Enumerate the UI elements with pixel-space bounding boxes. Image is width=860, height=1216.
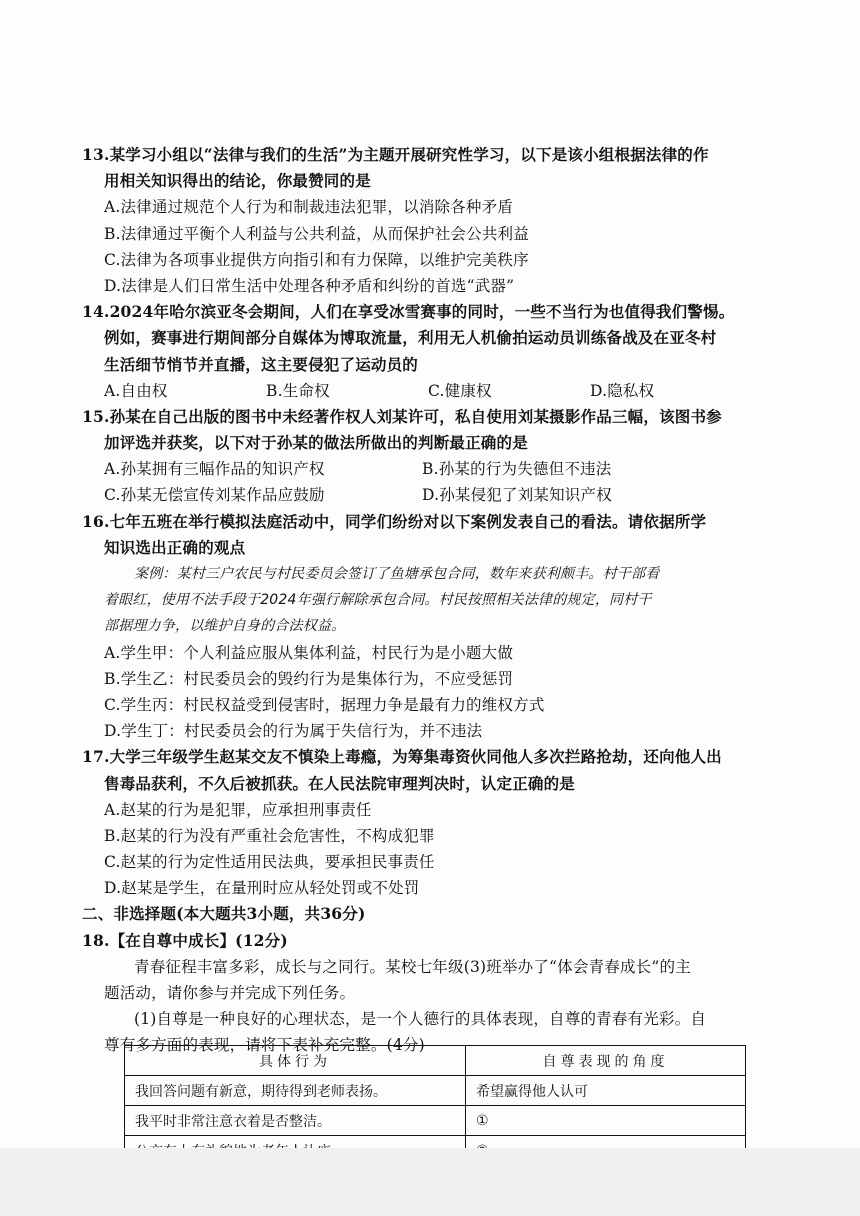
question-18-intro-cont: 题活动，请你参与并完成下列任务。 [104, 984, 356, 1002]
scan-bottom-margin [0, 1148, 860, 1216]
question-14-option-b: B.生命权 [266, 381, 330, 400]
question-15-option-c: C.孙某无偿宣传刘某作品应鼓励 [104, 486, 325, 505]
question-15-options-row2 [82, 482, 782, 508]
table-cell-behavior: 我平时非常注意衣着是否整洁。 [125, 1106, 466, 1136]
question-16-option-d: D.学生丁：村民委员会的行为属于失信行为，并不违法 [104, 722, 483, 741]
question-14-options [82, 378, 782, 404]
case-text: 着眼红，使用不法手段于2024年强行解除承包合同。村民按照相关法律的规定，同村干 [104, 592, 652, 609]
question-16-stem: 16.七年五班在举行模拟法庭活动中，同学们纷纷对以下案例发表自己的看法。请依据所学 [82, 511, 707, 531]
question-15-stem-cont: 加评选并获奖，以下对于孙某的做法所做出的判断最正确的是 [104, 433, 528, 453]
question-18-task-1: (1)自尊是一种良好的心理状态，是一个人德行的具体表现，自尊的青春有光彩。自 [134, 1010, 707, 1029]
question-14-option-c: C.健康权 [428, 381, 492, 400]
question-13-option-d: D.法律是人们日常生活中处理各种矛盾和纠纷的首选“武器” [104, 276, 515, 295]
question-14-stem-cont: 例如，赛事进行期间部分自媒体为博取流量，利用无人机偷拍运动员训练备战及在亚冬村 [104, 328, 717, 348]
question-14-stem-cont: 生活细节悄节并直播，这主要侵犯了运动员的 [104, 354, 419, 374]
question-16-stem-cont: 知识选出正确的观点 [104, 537, 246, 557]
question-17-option-c: C.赵某的行为定性适用民法典，要承担民事责任 [104, 853, 435, 872]
case-text: 部据理力争，以维护自身的合法权益。 [104, 618, 346, 635]
question-17-option-b: B.赵某的行为没有严重社会危害性，不构成犯罪 [104, 826, 435, 845]
table-row [125, 1106, 746, 1136]
question-16-option-c: C.学生丙：村民权益受到侵害时，据理力争是最有力的维权方式 [104, 695, 545, 714]
case-text: 案例：某村三户农民与村民委员会签订了鱼塘承包合同，数年来获利颇丰。村干部看 [134, 566, 660, 582]
question-18-intro: 青春征程丰富多彩，成长与之同行。某校七年级(3)班举办了“体会青春成长”的主 [134, 957, 691, 976]
table-cell-blank-1[interactable]: ① [466, 1106, 746, 1136]
question-15-option-a: A.孙某拥有三幅作品的知识产权 [104, 460, 325, 479]
table-row [125, 1076, 746, 1106]
question-16-option-b: B.学生乙：村民委员会的毁约行为是集体行为，不应受惩罚 [104, 669, 514, 688]
question-15-options-row1 [82, 456, 782, 482]
question-18-task-1-cont: 尊有多方面的表现，请将下表补充完整。(4分) [104, 1036, 425, 1055]
question-13-option-a: A.法律通过规范个人行为和制裁违法犯罪，以消除各种矛盾 [104, 198, 514, 217]
question-content [82, 142, 782, 1059]
column-header-behavior: 具体行为 [125, 1046, 466, 1076]
question-14-stem: 14.2024年哈尔滨亚冬会期间，人们在享受冰雪赛事的同时，一些不当行为也值得我们警惕。 [82, 302, 735, 322]
question-13-stem: 13.某学习小组以“法律与我们的生活”为主题开展研究性学习，以下是该小组根据法律的作 [82, 145, 709, 164]
column-header-aspect: 自尊表现的角度 [466, 1046, 746, 1076]
table-cell-behavior: 我回答问题有新意，期待得到老师表扬。 [125, 1076, 466, 1106]
question-17-option-a: A.赵某的行为是犯罪，应承担刑事责任 [104, 800, 372, 819]
question-18-title: 18.【在自尊中成长】(12分) [82, 930, 288, 950]
question-16-option-a: A.学生甲：个人利益应服从集体利益，村民行为是小题大做 [104, 643, 514, 662]
question-15-stem: 15.孙某在自己出版的图书中未经著作权人刘某许可，私自使用刘某摄影作品三幅，该图书参 [82, 406, 722, 426]
question-14-option-d: D.隐私权 [590, 381, 655, 400]
question-14-option-a: A.自由权 [104, 381, 168, 400]
question-15-option-b: B.孙某的行为失德但不违法 [422, 460, 612, 479]
question-13-option-b: B.法律通过平衡个人利益与公共利益，从而保护社会公共利益 [104, 224, 529, 243]
question-13-option-c: C.法律为各项事业提供方向指引和有力保障，以维护完美秩序 [104, 250, 529, 269]
question-13-stem-cont: 用相关知识得出的结论，你最赞同的是 [104, 171, 371, 191]
question-17-option-d: D.赵某是学生，在量刑时应从轻处罚或不处罚 [104, 879, 420, 898]
question-17-stem-cont: 售毒品获利，不久后被抓获。在人民法院审理判决时，认定正确的是 [104, 773, 576, 793]
question-17-stem: 17.大学三年级学生赵某交友不慎染上毒瘾，为筹集毒资伙同他人多次拦路抢劫，还向他人出 [82, 747, 722, 767]
table-header-row [125, 1046, 746, 1076]
question-15-option-d: D.孙某侵犯了刘某知识产权 [422, 486, 612, 505]
table-cell-aspect: 希望赢得他人认可 [466, 1076, 746, 1106]
section-2-title: 二、非选择题(本大题共3小题，共36分) [82, 904, 366, 924]
